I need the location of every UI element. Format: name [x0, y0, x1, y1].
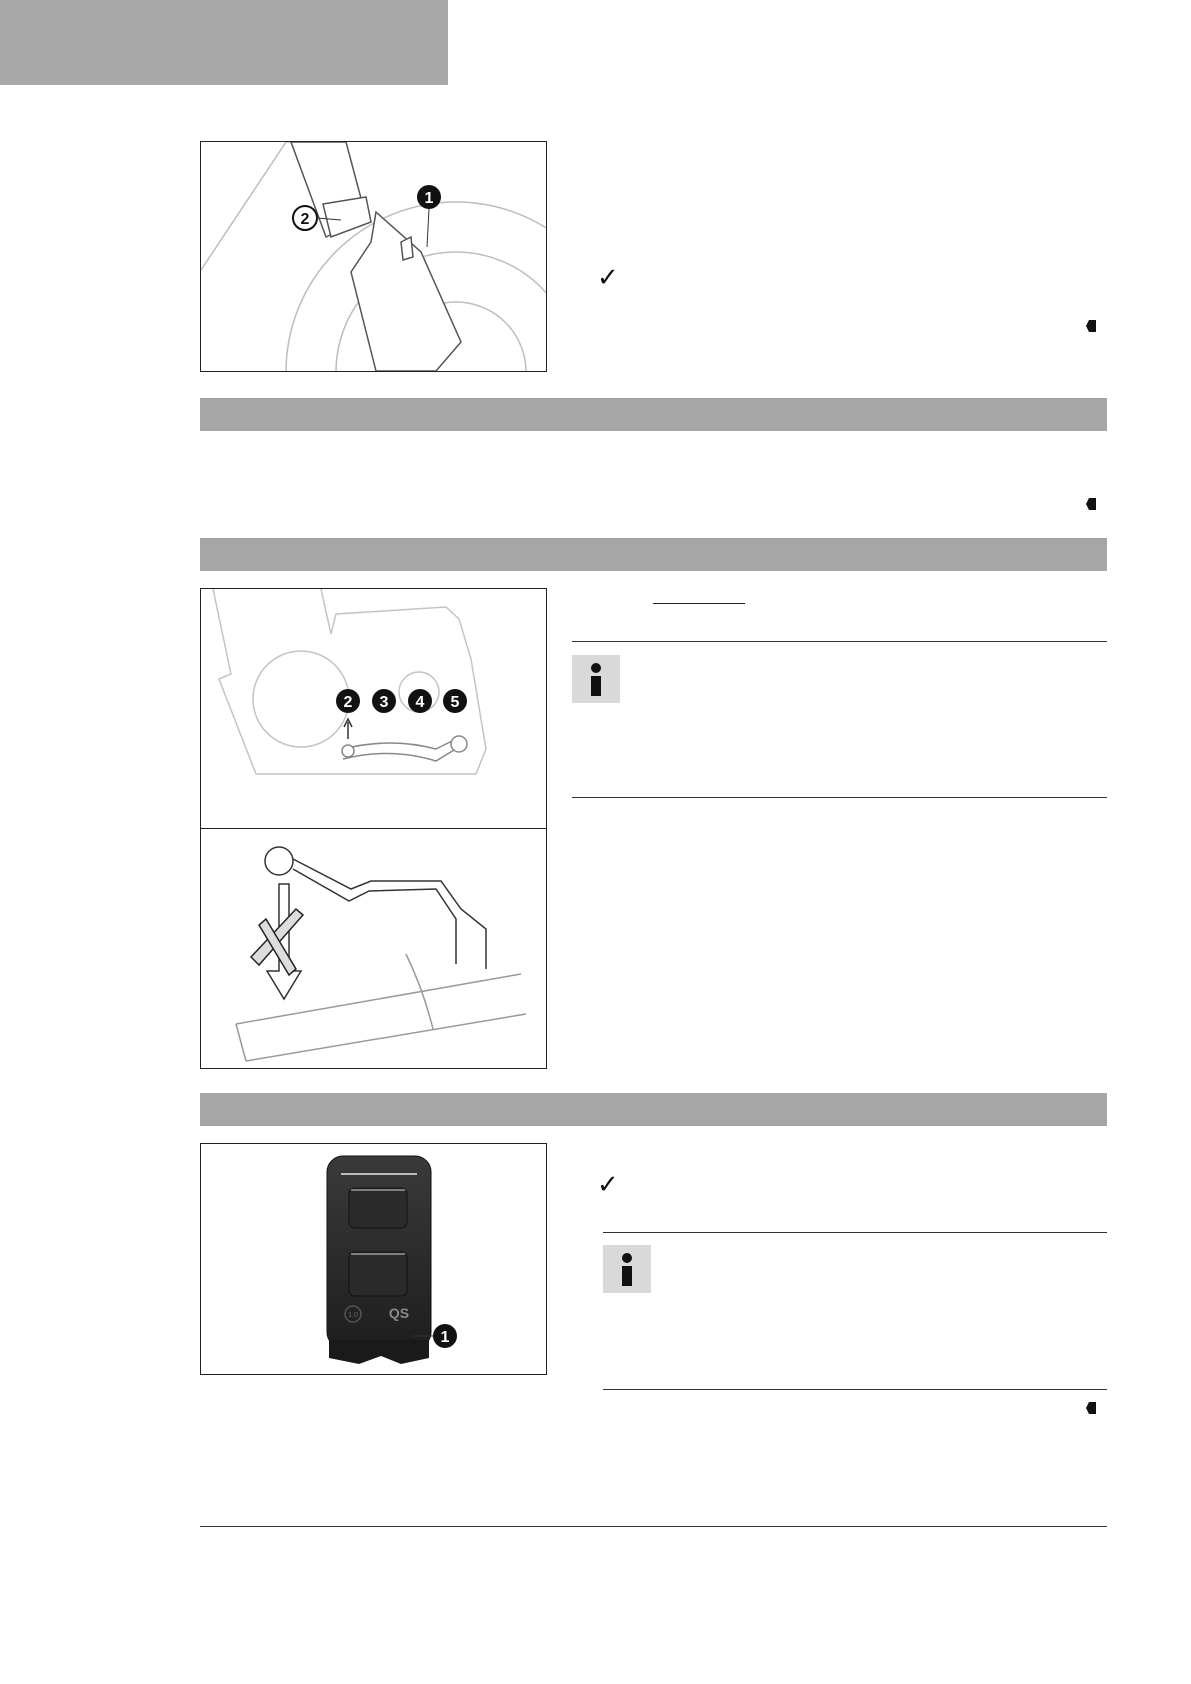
- footer-rule: [200, 1526, 1107, 1527]
- callout-3: 3: [379, 694, 389, 711]
- fork-clamp-illustration: [201, 142, 546, 371]
- info-box-top-rule: [603, 1232, 1107, 1233]
- section-heading-bar: [200, 398, 1107, 431]
- figure-lever-adjuster: [200, 588, 547, 829]
- callout-1: 1: [440, 1329, 450, 1346]
- end-of-section-icon: [1086, 320, 1096, 332]
- end-of-section-icon: [1086, 1402, 1096, 1414]
- callout-2: 2: [300, 211, 310, 228]
- figure-fork-clamp: [200, 141, 547, 372]
- lever-adjuster-illustration: [201, 589, 546, 828]
- callout-4: 4: [415, 694, 425, 711]
- section-heading-bar: [200, 538, 1107, 571]
- info-icon: [572, 655, 620, 703]
- info-icon: [603, 1245, 651, 1293]
- cross-icon: [251, 909, 303, 975]
- figure-lever-warning: [200, 828, 547, 1069]
- tc-icon-label: 1.0: [348, 1312, 358, 1319]
- callout-2: 2: [343, 694, 353, 711]
- qs-button-label: QS: [388, 1305, 410, 1321]
- checkmark-icon: ✓: [597, 1169, 619, 1199]
- lever-warning-illustration: [201, 829, 546, 1068]
- info-box-bottom-rule: [572, 797, 1107, 798]
- switch-down-button[interactable]: [349, 1252, 407, 1296]
- callout-5: 5: [450, 694, 460, 711]
- info-box-top-rule: [572, 641, 1107, 642]
- figure-quickshifter-switch: [200, 1143, 547, 1375]
- end-of-section-icon: [1086, 498, 1096, 510]
- switch-up-button[interactable]: [349, 1188, 407, 1228]
- underlined-reference: [653, 603, 745, 604]
- quickshifter-switch-illustration: [201, 1144, 546, 1374]
- section-heading-bar: [200, 1093, 1107, 1126]
- checkmark-icon: ✓: [597, 262, 619, 292]
- info-box-bottom-rule: [603, 1389, 1107, 1390]
- chapter-header-tab: [0, 0, 448, 85]
- callout-1: 1: [424, 190, 434, 207]
